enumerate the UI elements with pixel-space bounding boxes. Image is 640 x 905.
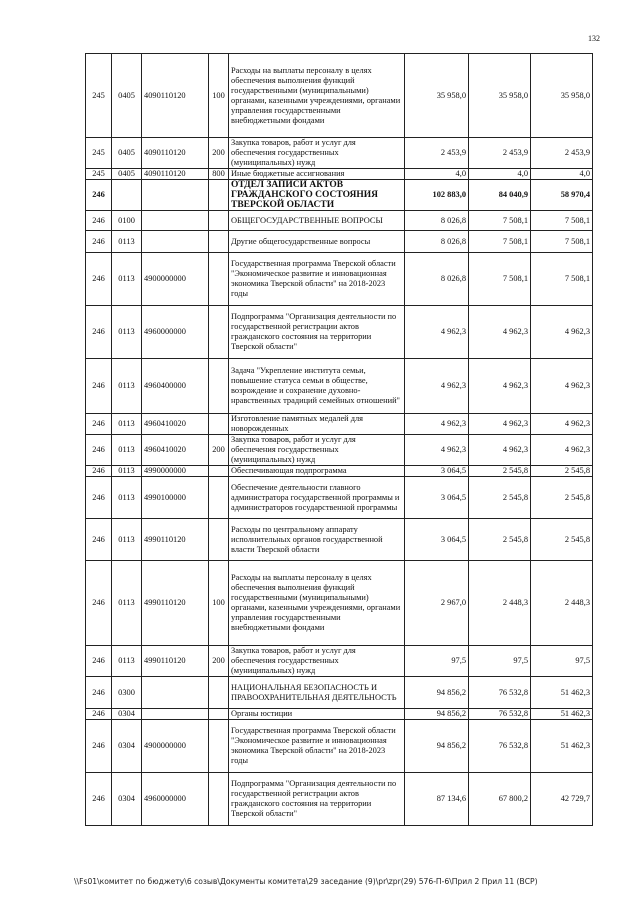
- target-article-cell: [142, 180, 209, 211]
- target-article-cell: 4090110120: [142, 54, 209, 138]
- target-article-cell: 4090110120: [142, 169, 209, 180]
- item-name-cell: Органы юстиции: [229, 709, 405, 720]
- budget-table-body: [86, 54, 593, 826]
- item-name-cell: Расходы по центральному аппарату исполнительных органов государственной власти Тверской области: [229, 519, 405, 561]
- target-article-cell: [142, 709, 209, 720]
- amount-year3-cell: 2 453,9: [531, 138, 593, 169]
- target-article-cell: 4960000000: [142, 773, 209, 826]
- section-code-cell: 0405: [112, 138, 142, 169]
- item-name-cell: Государственная программа Тверской области "Экономическое развитие и инновационная экономика Тверской области" на 2018-2023 годы: [229, 253, 405, 306]
- amount-year1-cell: 4 962,3: [405, 306, 469, 359]
- target-article-cell: [142, 677, 209, 709]
- amount-year1-cell: 4 962,3: [405, 435, 469, 466]
- section-code-cell: 0113: [112, 435, 142, 466]
- table-row: [86, 414, 593, 435]
- amount-year1-cell: 4 962,3: [405, 414, 469, 435]
- table-row: [86, 231, 593, 253]
- amount-year2-cell: 4 962,3: [469, 306, 531, 359]
- table-row: [86, 466, 593, 477]
- target-article-cell: 4960400000: [142, 359, 209, 414]
- target-article-cell: 4990000000: [142, 466, 209, 477]
- section-code-cell: [112, 180, 142, 211]
- section-code-cell: 0113: [112, 253, 142, 306]
- amount-year3-cell: 2 545,8: [531, 519, 593, 561]
- amount-year1-cell: 8 026,8: [405, 253, 469, 306]
- table-row: [86, 306, 593, 359]
- amount-year2-cell: 2 453,9: [469, 138, 531, 169]
- admin-code-cell: 246: [86, 414, 112, 435]
- section-code-cell: 0113: [112, 646, 142, 677]
- admin-code-cell: 246: [86, 709, 112, 720]
- expense-type-cell: [209, 414, 229, 435]
- amount-year2-cell: 35 958,0: [469, 54, 531, 138]
- amount-year2-cell: 76 532,8: [469, 709, 531, 720]
- amount-year2-cell: 4 962,3: [469, 435, 531, 466]
- expense-type-cell: [209, 180, 229, 211]
- amount-year1-cell: 4 962,3: [405, 359, 469, 414]
- expense-type-cell: [209, 253, 229, 306]
- admin-code-cell: 246: [86, 477, 112, 519]
- amount-year3-cell: 7 508,1: [531, 253, 593, 306]
- amount-year1-cell: 94 856,2: [405, 720, 469, 773]
- target-article-cell: 4090110120: [142, 138, 209, 169]
- amount-year1-cell: 94 856,2: [405, 677, 469, 709]
- amount-year3-cell: 35 958,0: [531, 54, 593, 138]
- amount-year2-cell: 4 962,3: [469, 414, 531, 435]
- amount-year2-cell: 4,0: [469, 169, 531, 180]
- amount-year2-cell: 2 545,8: [469, 477, 531, 519]
- amount-year1-cell: 3 064,5: [405, 519, 469, 561]
- amount-year3-cell: 97,5: [531, 646, 593, 677]
- admin-code-cell: 245: [86, 169, 112, 180]
- amount-year3-cell: 4 962,3: [531, 435, 593, 466]
- item-name-cell: Закупка товаров, работ и услуг для обеспечения государственных (муниципальных) нужд: [229, 435, 405, 466]
- expense-type-cell: [209, 211, 229, 231]
- amount-year1-cell: 87 134,6: [405, 773, 469, 826]
- target-article-cell: 4960410020: [142, 414, 209, 435]
- target-article-cell: 4990100000: [142, 477, 209, 519]
- expense-type-cell: [209, 466, 229, 477]
- admin-code-cell: 246: [86, 211, 112, 231]
- admin-code-cell: 246: [86, 677, 112, 709]
- admin-code-cell: 246: [86, 435, 112, 466]
- expense-type-cell: [209, 709, 229, 720]
- section-code-cell: 0300: [112, 677, 142, 709]
- expense-type-cell: [209, 677, 229, 709]
- expense-type-cell: 200: [209, 435, 229, 466]
- table-row: [86, 211, 593, 231]
- target-article-cell: 4960000000: [142, 306, 209, 359]
- item-name-cell: Государственная программа Тверской области "Экономическое развитие и инновационная экономика Тверской области" на 2018-2023 годы: [229, 720, 405, 773]
- item-name-cell: ОБЩЕГОСУДАРСТВЕННЫЕ ВОПРОСЫ: [229, 211, 405, 231]
- admin-code-cell: 245: [86, 138, 112, 169]
- amount-year2-cell: 2 545,8: [469, 466, 531, 477]
- amount-year3-cell: 51 462,3: [531, 677, 593, 709]
- table-row: [86, 180, 593, 211]
- amount-year3-cell: 51 462,3: [531, 709, 593, 720]
- table-row: [86, 646, 593, 677]
- item-name-cell: НАЦИОНАЛЬНАЯ БЕЗОПАСНОСТЬ И ПРАВООХРАНИТЕЛЬНАЯ ДЕЯТЕЛЬНОСТЬ: [229, 677, 405, 709]
- amount-year1-cell: 8 026,8: [405, 211, 469, 231]
- expense-type-cell: [209, 519, 229, 561]
- section-code-cell: 0113: [112, 561, 142, 646]
- amount-year2-cell: 7 508,1: [469, 211, 531, 231]
- amount-year2-cell: 2 545,8: [469, 519, 531, 561]
- section-code-cell: 0113: [112, 231, 142, 253]
- admin-code-cell: 246: [86, 466, 112, 477]
- page-number: 132: [588, 34, 600, 43]
- target-article-cell: 4900000000: [142, 253, 209, 306]
- expense-type-cell: 800: [209, 169, 229, 180]
- target-article-cell: 4960410020: [142, 435, 209, 466]
- admin-code-cell: 246: [86, 253, 112, 306]
- item-name-cell: Иные бюджетные ассигнования: [229, 169, 405, 180]
- expense-type-cell: 200: [209, 646, 229, 677]
- item-name-cell: Другие общегосударственные вопросы: [229, 231, 405, 253]
- admin-code-cell: 246: [86, 231, 112, 253]
- amount-year1-cell: 2 967,0: [405, 561, 469, 646]
- item-name-cell: Расходы на выплаты персоналу в целях обеспечения выполнения функций государственными (муниципальными) органами, казенными учреждениями, органами управления государственными внебюджетными фондами: [229, 54, 405, 138]
- amount-year1-cell: 3 064,5: [405, 466, 469, 477]
- table-row: [86, 477, 593, 519]
- amount-year2-cell: 67 800,2: [469, 773, 531, 826]
- target-article-cell: 4990110120: [142, 646, 209, 677]
- amount-year2-cell: 76 532,8: [469, 720, 531, 773]
- expense-type-cell: [209, 773, 229, 826]
- amount-year2-cell: 76 532,8: [469, 677, 531, 709]
- admin-code-cell: 246: [86, 359, 112, 414]
- admin-code-cell: 246: [86, 561, 112, 646]
- section-code-cell: 0405: [112, 169, 142, 180]
- target-article-cell: [142, 211, 209, 231]
- admin-code-cell: 246: [86, 646, 112, 677]
- admin-code-cell: 246: [86, 773, 112, 826]
- expense-type-cell: [209, 306, 229, 359]
- amount-year3-cell: 4,0: [531, 169, 593, 180]
- amount-year3-cell: 4 962,3: [531, 306, 593, 359]
- table-row: [86, 359, 593, 414]
- item-name-cell: Расходы на выплаты персоналу в целях обеспечения выполнения функций государственными (муниципальными) органами, казенными учреждениями, органами управления государственными внебюджетными фондами: [229, 561, 405, 646]
- item-name-cell: Задача "Укрепление института семьи, повышение статуса семьи в обществе, возрождение и сохранение духовно-нравственных традиций семейных отношений": [229, 359, 405, 414]
- admin-code-cell: 246: [86, 720, 112, 773]
- section-code-cell: 0304: [112, 709, 142, 720]
- table-row: [86, 253, 593, 306]
- expense-type-cell: [209, 720, 229, 773]
- table-row: [86, 720, 593, 773]
- target-article-cell: 4990110120: [142, 561, 209, 646]
- table-row: [86, 773, 593, 826]
- section-code-cell: 0113: [112, 306, 142, 359]
- amount-year1-cell: 94 856,2: [405, 709, 469, 720]
- target-article-cell: 4990110120: [142, 519, 209, 561]
- section-code-cell: 0113: [112, 359, 142, 414]
- admin-code-cell: 245: [86, 54, 112, 138]
- item-name-cell: ОТДЕЛ ЗАПИСИ АКТОВ ГРАЖДАНСКОГО СОСТОЯНИЯ ТВЕРСКОЙ ОБЛАСТИ: [229, 180, 405, 211]
- amount-year3-cell: 51 462,3: [531, 720, 593, 773]
- amount-year3-cell: 42 729,7: [531, 773, 593, 826]
- expense-type-cell: 200: [209, 138, 229, 169]
- item-name-cell: Подпрограмма "Организация деятельности по государственной регистрации актов гражданского состояния на территории Тверской области": [229, 773, 405, 826]
- item-name-cell: Обеспечивающая подпрограмма: [229, 466, 405, 477]
- table-row: [86, 54, 593, 138]
- section-code-cell: 0113: [112, 414, 142, 435]
- amount-year2-cell: 7 508,1: [469, 231, 531, 253]
- amount-year3-cell: 58 970,4: [531, 180, 593, 211]
- expense-type-cell: [209, 477, 229, 519]
- admin-code-cell: 246: [86, 180, 112, 211]
- amount-year1-cell: 4,0: [405, 169, 469, 180]
- amount-year1-cell: 8 026,8: [405, 231, 469, 253]
- admin-code-cell: 246: [86, 519, 112, 561]
- table-row: [86, 435, 593, 466]
- item-name-cell: Изготовление памятных медалей для новорожденных: [229, 414, 405, 435]
- amount-year1-cell: 35 958,0: [405, 54, 469, 138]
- section-code-cell: 0405: [112, 54, 142, 138]
- amount-year2-cell: 7 508,1: [469, 253, 531, 306]
- table-row: [86, 709, 593, 720]
- section-code-cell: 0113: [112, 477, 142, 519]
- file-path-footer: \\Fs01\комитет по бюджету\6 созыв\Документы комитета\29 заседание (9)\pr\zpr(29) 576-П-6\Прил 2 Прил 11 (ВСР): [74, 877, 538, 886]
- expense-type-cell: 100: [209, 54, 229, 138]
- amount-year3-cell: 2 545,8: [531, 466, 593, 477]
- item-name-cell: Закупка товаров, работ и услуг для обеспечения государственных (муниципальных) нужд: [229, 646, 405, 677]
- admin-code-cell: 246: [86, 306, 112, 359]
- amount-year3-cell: 7 508,1: [531, 231, 593, 253]
- expense-type-cell: 100: [209, 561, 229, 646]
- amount-year1-cell: 3 064,5: [405, 477, 469, 519]
- section-code-cell: 0304: [112, 720, 142, 773]
- section-code-cell: 0100: [112, 211, 142, 231]
- amount-year2-cell: 4 962,3: [469, 359, 531, 414]
- item-name-cell: Подпрограмма "Организация деятельности по государственной регистрации актов гражданского состояния на территории Тверской области": [229, 306, 405, 359]
- amount-year2-cell: 84 040,9: [469, 180, 531, 211]
- amount-year3-cell: 4 962,3: [531, 414, 593, 435]
- amount-year3-cell: 4 962,3: [531, 359, 593, 414]
- target-article-cell: [142, 231, 209, 253]
- amount-year3-cell: 7 508,1: [531, 211, 593, 231]
- table-row: [86, 677, 593, 709]
- amount-year2-cell: 97,5: [469, 646, 531, 677]
- expense-type-cell: [209, 359, 229, 414]
- table-row: [86, 561, 593, 646]
- amount-year3-cell: 2 448,3: [531, 561, 593, 646]
- section-code-cell: 0113: [112, 519, 142, 561]
- budget-table: [85, 53, 593, 826]
- amount-year1-cell: 102 883,0: [405, 180, 469, 211]
- item-name-cell: Закупка товаров, работ и услуг для обеспечения государственных (муниципальных) нужд: [229, 138, 405, 169]
- amount-year1-cell: 2 453,9: [405, 138, 469, 169]
- amount-year1-cell: 97,5: [405, 646, 469, 677]
- section-code-cell: 0304: [112, 773, 142, 826]
- target-article-cell: 4900000000: [142, 720, 209, 773]
- expense-type-cell: [209, 231, 229, 253]
- table-row: [86, 169, 593, 180]
- table-row: [86, 138, 593, 169]
- section-code-cell: 0113: [112, 466, 142, 477]
- table-row: [86, 519, 593, 561]
- amount-year3-cell: 2 545,8: [531, 477, 593, 519]
- amount-year2-cell: 2 448,3: [469, 561, 531, 646]
- item-name-cell: Обеспечение деятельности главного администратора государственной программы и администраторов государственной программы: [229, 477, 405, 519]
